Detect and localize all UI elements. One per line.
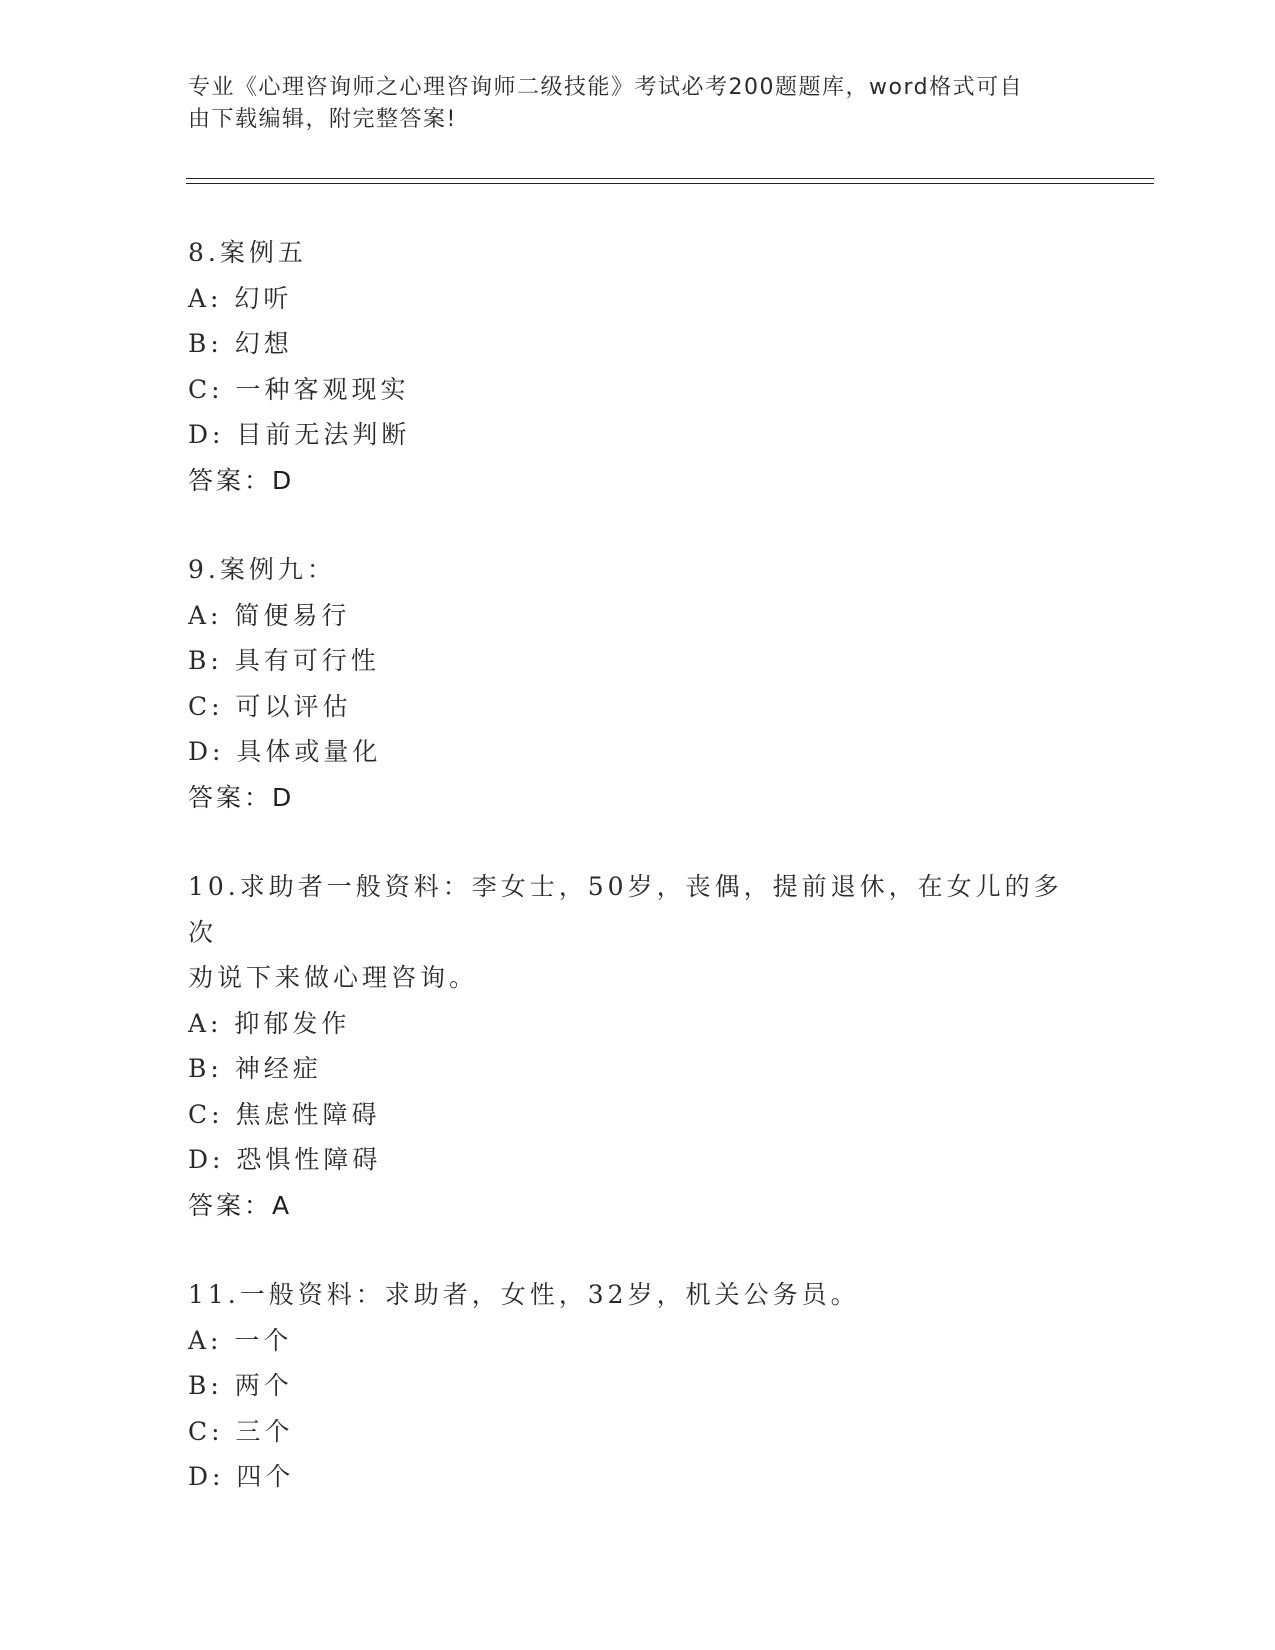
header-line-1: 专业《心理咨询师之心理咨询师二级技能》考试必考200题题库，word格式可自: [188, 75, 1024, 100]
option-c: C: 焦虑性障碍: [188, 1099, 381, 1129]
option-a: A: 幻听: [188, 283, 293, 313]
question-stem: 9.案例九：: [188, 555, 336, 584]
question-stem: 8.案例五: [188, 238, 307, 267]
answer-key: 答案：D: [188, 782, 295, 812]
option-b: B: 具有可行性: [188, 646, 380, 675]
option-a: A: 一个: [188, 1325, 293, 1355]
option-c: C: 一种客观现实: [188, 374, 410, 404]
option-c: C: 可以评估: [188, 691, 352, 721]
question-9: [188, 547, 1088, 820]
answer-key: 答案：D: [188, 465, 295, 495]
header-line-2: 由下载编辑，附完整答案!: [188, 107, 457, 132]
question-11: [188, 1272, 1088, 1500]
header-divider-top: [186, 178, 1154, 179]
option-d: D: 具体或量化: [188, 737, 382, 766]
question-list: [188, 230, 1088, 1544]
option-d: D: 四个: [188, 1462, 295, 1491]
option-a: A: 抑郁发作: [188, 1008, 351, 1038]
answer-key: 答案：A: [188, 1190, 293, 1220]
option-d: D: 目前无法判断: [188, 420, 411, 449]
question-stem-continued: 劝说下来做心理咨询。: [188, 963, 479, 992]
document-header: [188, 72, 1068, 136]
option-b: B: 神经症: [188, 1054, 322, 1083]
option-b: B: 幻想: [188, 329, 293, 358]
question-10: [188, 864, 1088, 1228]
option-d: D: 恐惧性障碍: [188, 1145, 382, 1174]
question-stem: 10.求助者一般资料：李女士，50岁，丧偶，提前退休，在女儿的多次: [188, 872, 1063, 947]
option-c: C: 三个: [188, 1416, 294, 1446]
question-8: [188, 230, 1088, 503]
question-stem: 11.一般资料：求助者，女性，32岁，机关公务员。: [188, 1280, 860, 1309]
header-divider-bottom: [186, 183, 1154, 184]
option-a: A: 简便易行: [188, 600, 351, 630]
option-b: B: 两个: [188, 1371, 293, 1400]
